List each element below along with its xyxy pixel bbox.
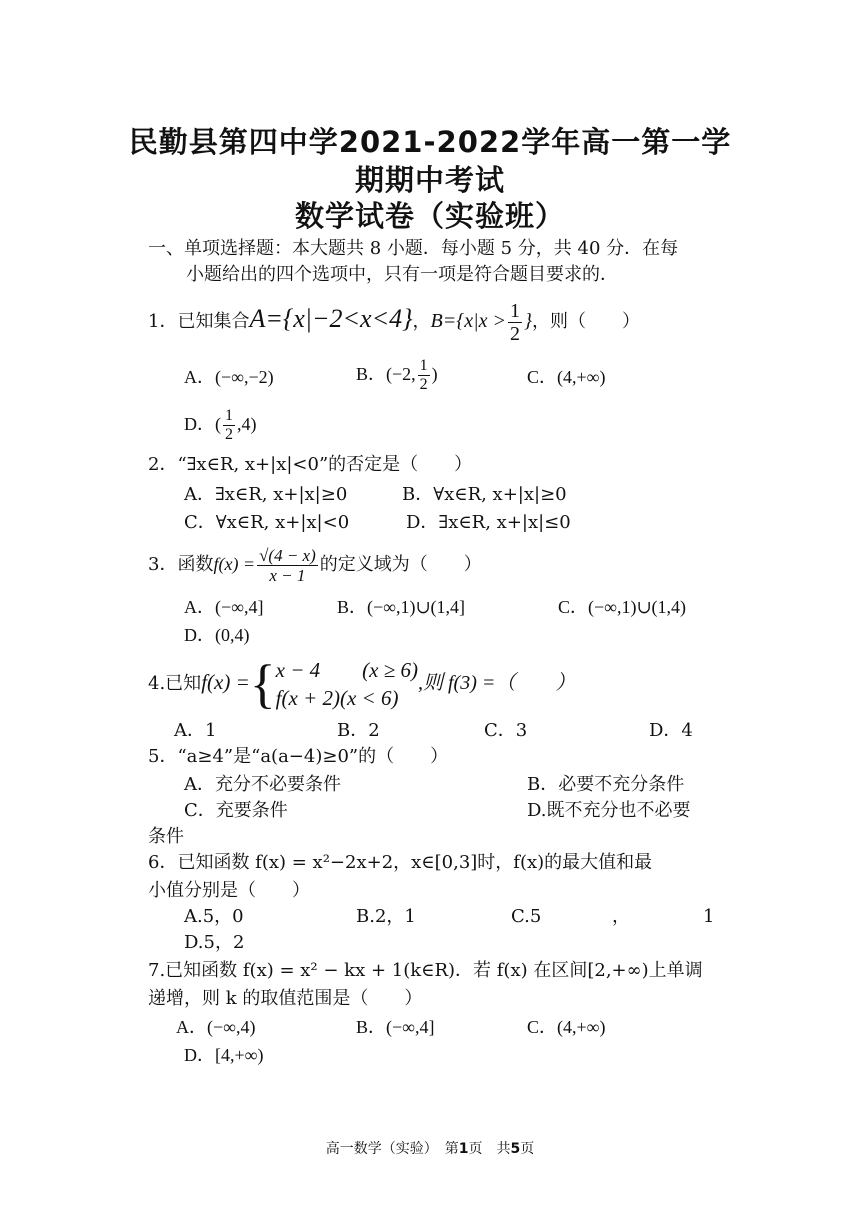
q4-case-1: x − 4 (x ≥ 6) [275,658,418,682]
q2-option-d: D．∃x∈R, x+|x|≤0 [406,512,571,533]
q6-option-d: D.5，2 [184,932,245,953]
q4-option-a: A．1 [174,720,217,741]
q1-option-d-num: 1 [225,407,233,425]
q3-option-a: A．(−∞,4] [184,597,264,617]
q1-option-d-den: 2 [225,426,233,444]
q5-option-a: A．充分不必要条件 [184,774,341,795]
q6-option-a: A.5，0 [184,906,244,927]
q5-option-d-continued: 条件 [148,826,184,847]
q4-option-c: C．3 [484,720,528,741]
q1-option-d-fraction [223,408,235,443]
q1-sep: ， [412,311,431,332]
q1-option-b [356,352,438,396]
q7-option-d: D．[4,+∞) [184,1045,264,1065]
q4-option-d: D．4 [649,720,693,741]
question-5: 5．“a≥4”是“a(a−4)≥0”的（ ） [148,746,449,767]
q1-option-c: C．(4,+∞) [527,367,606,387]
q7-option-c: C．(4,+∞) [527,1017,606,1037]
question-6-line1: 6．已知函数 f(x) = x²−2x+2，x∈[0,3]时，f(x)的最大值和最 [148,852,653,873]
section1-instruction: 小题给出的四个选项中，只有一项是符合题目要求的． [186,264,618,285]
q4-option-b: B．2 [337,720,380,741]
question-3 [148,538,482,591]
q6-option-b: B.2，1 [356,906,416,927]
question-7-line1: 7.已知函数 f(x) = x² − kx + 1(k∈R)．若 f(x) 在区间[2,+∞)上单调 [148,960,703,981]
question-6-line2: 小值分别是（ ） [148,880,310,901]
q1-set-a: A={x|−2<x<4} [249,304,413,333]
q1-option-a: A．(−∞,−2) [184,367,274,387]
q3-suffix: 的定义域为（ ） [319,554,482,575]
q4-suffix: ,则 f(3) =（ ） [418,672,576,694]
q1-option-b-den: 2 [419,376,428,394]
q3-fx: f(x) = [213,554,256,574]
q1-option-b-fraction [418,358,430,393]
q1-set-b-post: } [524,310,533,332]
q6-option-c: C.5 [511,906,542,927]
q4-brace: { [249,654,276,714]
q4-prefix: 4.已知 [148,673,202,694]
q3-fraction [257,547,318,584]
q1-option-b-pre: B．(−2, [356,364,416,384]
q6-option-c-value: 1 [703,906,715,927]
exam-title-line3: 数学试卷（实验班） [294,199,565,233]
q1-fraction [508,301,522,344]
page-footer [0,1138,860,1158]
q1-option-b-post: ) [431,364,438,384]
q4-piecewise [276,656,418,712]
q1-prefix: 1．已知集合 [148,311,250,332]
q4-case-2: f(x + 2)(x < 6) [275,686,399,710]
q1-fraction-num: 1 [510,299,521,322]
q3-option-b: B．(−∞,1)∪(1,4] [337,597,466,617]
q1-suffix: ，则（ ） [532,311,641,332]
question-1 [148,296,640,345]
footer-text-2: 页 共 [468,1141,511,1157]
q2-option-b: B．∀x∈R, x+|x|≥0 [402,484,567,505]
q7-option-b: B．(−∞,4] [356,1017,435,1037]
q3-option-c: C．(−∞,1)∪(1,4) [558,597,687,617]
q4-fx: f(x) = [201,670,250,694]
q1-option-d-post: ,4) [237,414,257,434]
section1-heading: 一、单项选择题：本大题共 8 小题．每小题 5 分，共 40 分．在每 [148,238,679,259]
q3-numerator: √(4 − x) [259,545,316,565]
q7-option-a: A．(−∞,4) [176,1017,256,1037]
q2-option-c: C．∀x∈R, x+|x|<0 [184,512,350,533]
question-2: 2．“∃x∈R, x+|x|<0”的否定是（ ） [148,454,473,475]
q1-option-b-num: 1 [419,357,428,375]
q1-option-d-pre: D．( [184,414,221,434]
footer-text-3: 页 [520,1141,535,1157]
footer-page-number: 1 [458,1141,469,1157]
footer-text-1: 高一数学（实验） 第 [325,1141,459,1157]
q6-option-c-sep: ， [612,906,630,927]
question-7-line2: 递增，则 k 的取值范围是（ ） [148,988,423,1009]
q5-option-d: D.既不充分也不必要 [527,800,691,821]
exam-title-line1: 民勤县第四中学2021-2022学年高一第一学 [128,125,732,159]
q5-option-c: C．充要条件 [184,800,288,821]
footer-total-pages: 5 [510,1141,521,1157]
q1-set-b-pre: B={x|x > [430,310,507,332]
q3-denominator: x − 1 [269,565,306,585]
q3-option-d: D．(0,4) [184,625,250,645]
exam-title-line2: 期期中考试 [354,163,505,197]
q5-option-b: B．必要不充分条件 [527,774,685,795]
q2-option-a: A．∃x∈R, x+|x|≥0 [184,484,348,505]
q3-prefix: 3．函数 [148,554,214,575]
q1-fraction-den: 2 [510,322,521,345]
question-4 [148,650,575,716]
q1-option-d [184,402,257,446]
